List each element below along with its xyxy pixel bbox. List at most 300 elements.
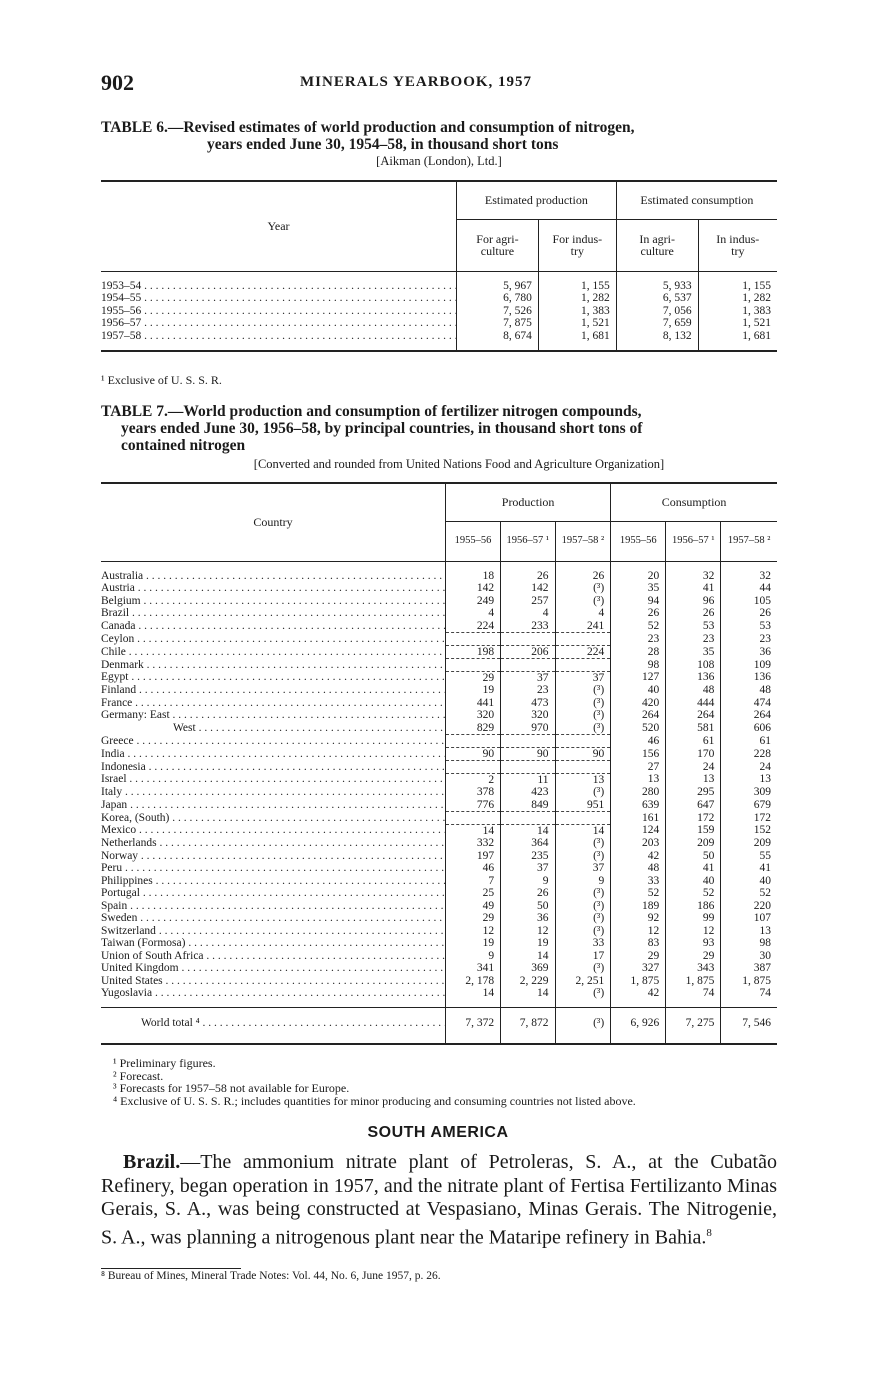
- table7-consumption-cell: 343: [666, 962, 721, 975]
- table7-row: [101, 837, 777, 850]
- table7-consumption-cell: 136: [666, 671, 721, 684]
- table7-production-cell: 364: [501, 837, 555, 850]
- table7-production-cell: 18: [446, 570, 501, 583]
- table7-consumption-cell: 105: [721, 595, 777, 608]
- table7-consumption-cell: 679: [721, 799, 777, 812]
- paragraph-lead: Brazil.: [123, 1151, 181, 1173]
- table7-consumption-cell: 52: [611, 887, 666, 900]
- table6-value-cell: 1, 155: [698, 280, 777, 293]
- table7-country-cell: Peru . . .: [101, 862, 446, 875]
- table7-production-cell: 241: [555, 620, 611, 633]
- table7-footnote: ¹ Preliminary figures.: [113, 1056, 216, 1070]
- table7-consumption-cell: 28: [611, 645, 666, 659]
- table7-consumption-cell: 32: [666, 570, 721, 583]
- table7-production-cell: 2, 251: [555, 975, 611, 988]
- table7-production-cell: (³): [555, 595, 611, 608]
- table6-value-cell: 7, 056: [616, 305, 698, 318]
- table7-production-cell: 33: [555, 937, 611, 950]
- table7-consumption-cell: 387: [721, 962, 777, 975]
- table7-country-cell: Philippines . . .: [101, 875, 446, 888]
- table7-production-cell: (³): [555, 912, 611, 925]
- table7-production-cell: 2: [446, 773, 501, 786]
- table7-production-cell: (³): [555, 887, 611, 900]
- table7-row: [101, 987, 777, 1000]
- table7-production-cell: 233: [501, 620, 555, 633]
- table7-row: [101, 824, 777, 837]
- table7-production-cell: 13: [555, 773, 611, 786]
- table7-country-cell: Egypt . . .: [101, 671, 446, 684]
- table6-value-cell: 1, 282: [538, 292, 616, 305]
- table7-consumption-cell: 30: [721, 950, 777, 963]
- table7-consumption-cell: 189: [611, 900, 666, 913]
- table7-production-cell: 829: [446, 722, 501, 735]
- table6: [101, 180, 777, 352]
- table7-consumption-cell: 40: [611, 684, 666, 697]
- table7-consumption-cell: 61: [666, 735, 721, 748]
- table7-country-cell: Brazil . . .: [101, 607, 446, 620]
- table7-consumption-cell: 26: [721, 607, 777, 620]
- table6-col-cons-agri-l1: In agri-: [639, 231, 675, 246]
- table7-row: [101, 645, 777, 659]
- table7-consumption-cell: 12: [611, 925, 666, 938]
- table7-consumption-cell: 108: [666, 659, 721, 672]
- table7-country-cell: Denmark . . .: [101, 659, 446, 672]
- table7-consumption-cell: 41: [666, 582, 721, 595]
- table6-col-prod-agri: [457, 219, 539, 271]
- table7-production-cell: 14: [446, 824, 501, 837]
- table6-footnote: ¹ Exclusive of U. S. S. R.: [101, 373, 222, 387]
- table7-country-cell: Indonesia . . .: [101, 761, 446, 774]
- table7-production-cell: 17: [555, 950, 611, 963]
- table7-row: [101, 595, 777, 608]
- table6-col-cons-agri-l2: culture: [640, 244, 674, 258]
- table7: [101, 482, 777, 1045]
- table7-production-cell: [501, 761, 555, 774]
- table6-value-cell: 5, 967: [457, 280, 539, 293]
- table7-consumption-cell: 99: [666, 912, 721, 925]
- table7-row: [101, 722, 777, 735]
- table7-consumption-cell: 309: [721, 786, 777, 799]
- table7-production-cell: 9: [501, 875, 555, 888]
- table7-consumption-cell: 474: [721, 697, 777, 710]
- table7-production-cell: 320: [501, 709, 555, 722]
- table7-consumption-cell: 172: [721, 812, 777, 825]
- table7-production-cell: 142: [446, 582, 501, 595]
- table7-total-cell: 7, 872: [501, 1008, 555, 1038]
- table7-row: [101, 786, 777, 799]
- paragraph-body: —The ammonium nitrate plant of Petroleras, S. A., at the Cubatão Refinery, began operation in 1957, and the nitrate plant of Fertisa Fertilizanto Minas Gerais, S. A., was being constructed at Vespasiano, Minas Gerais. The Nitrogenie, S. A., was planning a nitrogenous plant near the Mataripe refinery in Bahia.: [101, 1151, 777, 1249]
- table6-value-cell: 1, 155: [538, 280, 616, 293]
- table7-production-cell: 12: [501, 925, 555, 938]
- table7-production-cell: (³): [555, 900, 611, 913]
- table7-consumption-cell: 280: [611, 786, 666, 799]
- table7-consumption-cell: 161: [611, 812, 666, 825]
- table7-year-col: 1957–58 ²: [555, 521, 611, 561]
- table6-source: [Aikman (London), Ltd.]: [376, 154, 502, 168]
- table7-consumption-cell: 42: [611, 987, 666, 1000]
- table7-production-cell: 9: [446, 950, 501, 963]
- table7-production-cell: 90: [446, 747, 501, 761]
- table7-country-cell: Switzerland . . .: [101, 925, 446, 938]
- table7-row: [101, 620, 777, 633]
- table7-row: [101, 937, 777, 950]
- table7-production-cell: 4: [501, 607, 555, 620]
- table7-consumption-cell: 136: [721, 671, 777, 684]
- table7-consumption-cell: 36: [721, 645, 777, 659]
- table7-country-header: Country: [101, 483, 446, 561]
- table7-country-cell: United Kingdom . . .: [101, 962, 446, 975]
- table7-production-cell: (³): [555, 722, 611, 735]
- table7-year-col: 1955–56: [611, 521, 666, 561]
- table6-value-cell: 6, 780: [457, 292, 539, 305]
- table7-production-cell: 29: [446, 912, 501, 925]
- table7-production-cell: [446, 659, 501, 672]
- table7-row: [101, 962, 777, 975]
- table6-col-cons-ind-l1: In indus-: [716, 231, 760, 246]
- table6-body: [101, 271, 777, 351]
- table7-production-cell: [446, 812, 501, 825]
- table7-production-cell: 14: [501, 824, 555, 837]
- section-heading: SOUTH AMERICA: [367, 1124, 509, 1141]
- table7-year-col: 1955–56: [446, 521, 501, 561]
- table7-row: [101, 912, 777, 925]
- table7-consumption-cell: 159: [666, 824, 721, 837]
- table7-production-cell: 378: [446, 786, 501, 799]
- table7-consumption-cell: 170: [666, 747, 721, 761]
- table7-total-cell: 7, 372: [446, 1008, 501, 1038]
- table7-production-cell: 369: [501, 962, 555, 975]
- table7-production-cell: 26: [501, 570, 555, 583]
- table7-production-cell: [501, 659, 555, 672]
- table7-total-label: World total ⁴ . . .: [101, 1008, 446, 1038]
- table6-col-cons-agri: [616, 219, 698, 271]
- table7-footnote: ³ Forecasts for 1957–58 not available for Europe.: [113, 1081, 350, 1095]
- table7-production-cell: [501, 812, 555, 825]
- table7-consumption-cell: 41: [721, 862, 777, 875]
- table7-country-cell: Ceylon . . .: [101, 633, 446, 646]
- table7-production-cell: 257: [501, 595, 555, 608]
- table7-caption: [101, 403, 781, 454]
- table7-consumption-cell: 50: [666, 850, 721, 863]
- table7-production-cell: 423: [501, 786, 555, 799]
- table7-production-cell: 9: [555, 875, 611, 888]
- table7-footnote: ⁴ Exclusive of U. S. S. R.; includes quantities for minor producing and consuming countries not listed above.: [113, 1093, 636, 1108]
- table6-col-prod-agri-l2: culture: [480, 244, 515, 258]
- table7-production-cell: 7: [446, 875, 501, 888]
- table7-caption-line3: contained nitrogen: [121, 437, 246, 454]
- table7-production-cell: 206: [501, 645, 555, 659]
- table7-consumption-cell: 124: [611, 824, 666, 837]
- table7-consumption-cell: 420: [611, 697, 666, 710]
- table7-consumption-cell: 40: [721, 875, 777, 888]
- table7-production-cell: 14: [501, 950, 555, 963]
- table7-consumption-cell: 1, 875: [721, 975, 777, 988]
- table7-consumption-cell: 74: [666, 987, 721, 1000]
- table7-production-cell: (³): [555, 697, 611, 710]
- table7-country-cell: Union of South Africa . . .: [101, 950, 446, 963]
- table7-consumption-cell: 35: [666, 645, 721, 659]
- table7-production-cell: 776: [446, 799, 501, 812]
- table7-production-cell: 49: [446, 900, 501, 913]
- table7-production-cell: [446, 633, 501, 646]
- table7-source: [Converted and rounded from United Nations Food and Agriculture Organization]: [253, 457, 665, 471]
- table7-country-cell: India . . .: [101, 747, 446, 761]
- table7-row: [101, 887, 777, 900]
- table7-footnote: ² Forecast.: [113, 1068, 164, 1083]
- table6-year-cell: 1954–55 . . .: [101, 292, 457, 305]
- table7-total-cell: 7, 275: [666, 1008, 721, 1038]
- table7-production-cell: [555, 633, 611, 646]
- table7-production-cell: 19: [446, 684, 501, 697]
- table7-consumption-cell: 220: [721, 900, 777, 913]
- table7-row: [101, 862, 777, 875]
- table7-production-cell: 441: [446, 697, 501, 710]
- table7-row: [101, 900, 777, 913]
- table7-production-cell: [555, 735, 611, 748]
- table7-consumption-cell: 44: [721, 582, 777, 595]
- table7-production-cell: 19: [501, 937, 555, 950]
- table7-production-cell: 50: [501, 900, 555, 913]
- table6-year-header: Year: [101, 181, 457, 271]
- table7-consumption-cell: 203: [611, 837, 666, 850]
- table6-value-cell: 7, 659: [616, 317, 698, 330]
- table7-production-cell: [501, 633, 555, 646]
- table7-consumption-cell: 520: [611, 722, 666, 735]
- table7-production-cell: 29: [446, 671, 501, 684]
- table6-row: [101, 317, 777, 330]
- table7-consumption-cell: 33: [611, 875, 666, 888]
- table7-production-cell: 142: [501, 582, 555, 595]
- table7-row: [101, 925, 777, 938]
- table7-country-cell: Spain . . .: [101, 900, 446, 913]
- table7-row: [101, 709, 777, 722]
- table7-production-cell: (³): [555, 850, 611, 863]
- table7-consumption-cell: 1, 875: [611, 975, 666, 988]
- table7-production-cell: 11: [501, 773, 555, 786]
- table7-consumption-cell: 264: [721, 709, 777, 722]
- table7-country-cell: West . . .: [101, 722, 446, 735]
- table7-production-cell: 235: [501, 850, 555, 863]
- table7-production-cell: 25: [446, 887, 501, 900]
- table7-production-cell: [446, 735, 501, 748]
- table7-consumption-cell: 93: [666, 937, 721, 950]
- table7-consumption-cell: 83: [611, 937, 666, 950]
- table7-row: [101, 607, 777, 620]
- table7-production-cell: (³): [555, 925, 611, 938]
- table7-consumption-cell: 32: [721, 570, 777, 583]
- table7-consumption-cell: 52: [611, 620, 666, 633]
- table7-consumption-cell: 48: [721, 684, 777, 697]
- table7-consumption-cell: 52: [721, 887, 777, 900]
- table7-consumption-cell: 98: [721, 937, 777, 950]
- table7-country-cell: United States . . .: [101, 975, 446, 988]
- table6-value-cell: 1, 521: [538, 317, 616, 330]
- table7-row: [101, 747, 777, 761]
- table7-country-cell: Israel . . .: [101, 773, 446, 786]
- table7-production-cell: (³): [555, 582, 611, 595]
- table7-consumption-cell: 209: [666, 837, 721, 850]
- table7-row: [101, 582, 777, 595]
- table7-consumption-cell: 264: [666, 709, 721, 722]
- table7-country-cell: Yugoslavia . . .: [101, 987, 446, 1000]
- table7-production-cell: 341: [446, 962, 501, 975]
- table7-production-cell: 90: [555, 747, 611, 761]
- table6-col-prod-agri-l1: For agri-: [476, 231, 519, 246]
- table7-consumption-cell: 13: [721, 925, 777, 938]
- table6-value-cell: 8, 132: [616, 330, 698, 343]
- table7-production-cell: 23: [501, 684, 555, 697]
- table7-consumption-cell: 156: [611, 747, 666, 761]
- table7-country-cell: Japan . . .: [101, 799, 446, 812]
- table7-consumption-cell: 13: [721, 773, 777, 786]
- footnote-divider: [101, 1268, 241, 1269]
- table7-consumption-cell: 1, 875: [666, 975, 721, 988]
- table7-consumption-cell: 186: [666, 900, 721, 913]
- table7-caption-line2: years ended June 30, 1956–58, by principal countries, in thousand short tons of: [121, 420, 643, 437]
- table7-production-cell: 249: [446, 595, 501, 608]
- table7-row: [101, 812, 777, 825]
- table7-production-cell: (³): [555, 987, 611, 1000]
- table7-country-cell: Chile . . .: [101, 645, 446, 659]
- table7-production-cell: (³): [555, 709, 611, 722]
- table7-consumption-cell: 12: [666, 925, 721, 938]
- table6-value-cell: 6, 537: [616, 292, 698, 305]
- table7-consumption-cell: 20: [611, 570, 666, 583]
- footnote-ref: 8: [706, 1226, 712, 1239]
- table7-country-cell: Greece . . .: [101, 735, 446, 748]
- table6-caption-line2: years ended June 30, 1954–58, in thousand short tons: [207, 136, 559, 153]
- running-title: MINERALS YEARBOOK, 1957: [300, 74, 533, 90]
- table7-production-cell: 12: [446, 925, 501, 938]
- table7-consumption-cell: 228: [721, 747, 777, 761]
- table7-country-cell: Korea, (South) . . .: [101, 812, 446, 825]
- table7-consumption-cell: 61: [721, 735, 777, 748]
- table7-consumption-cell: 13: [666, 773, 721, 786]
- table7-consumption-cell: 152: [721, 824, 777, 837]
- table7-body: [101, 561, 777, 1044]
- table7-consumption-cell: 52: [666, 887, 721, 900]
- table7-consumption-cell: 209: [721, 837, 777, 850]
- table6-year-cell: 1953–54 . . .: [101, 280, 457, 293]
- table6-row: [101, 330, 777, 343]
- table7-country-cell: Austria . . .: [101, 582, 446, 595]
- table6-year-cell: 1956–57 . . .: [101, 317, 457, 330]
- table7-consumption-cell: 639: [611, 799, 666, 812]
- table7-consumption-cell: 264: [611, 709, 666, 722]
- table7-production-cell: 90: [501, 747, 555, 761]
- table7-total-cell: 7, 546: [721, 1008, 777, 1038]
- table7-country-cell: Canada . . .: [101, 620, 446, 633]
- table7-row: [101, 950, 777, 963]
- section-paragraph: [101, 1151, 777, 1250]
- table7-production-cell: 970: [501, 722, 555, 735]
- table6-value-cell: 1, 521: [698, 317, 777, 330]
- table7-consumption-cell: 107: [721, 912, 777, 925]
- table6-value-cell: 1, 681: [538, 330, 616, 343]
- table7-production-cell: [446, 761, 501, 774]
- table7-consumption-cell: 29: [666, 950, 721, 963]
- table7-row: [101, 570, 777, 583]
- table7-production-cell: [501, 735, 555, 748]
- table7-production-cell: 19: [446, 937, 501, 950]
- table6-col-cons-ind: [698, 219, 777, 271]
- table7-country-cell: Portugal . . .: [101, 887, 446, 900]
- table7-consumption-cell: 53: [721, 620, 777, 633]
- table7-production-cell: 14: [446, 987, 501, 1000]
- table6-year-cell: 1955–56 . . .: [101, 305, 457, 318]
- table7-production-cell: 320: [446, 709, 501, 722]
- table7-row: [101, 684, 777, 697]
- table7-consumption-cell: 13: [611, 773, 666, 786]
- table7-row: [101, 633, 777, 646]
- table7-consumption-cell: 40: [666, 875, 721, 888]
- table7-consumption-cell: 35: [611, 582, 666, 595]
- table7-production-cell: 26: [501, 887, 555, 900]
- table7-consumption-cell: 647: [666, 799, 721, 812]
- table7-consumption-cell: 581: [666, 722, 721, 735]
- table7-consumption-cell: 96: [666, 595, 721, 608]
- table7-consumption-cell: 74: [721, 987, 777, 1000]
- table7-consumption-cell: 42: [611, 850, 666, 863]
- table7-production-cell: [555, 812, 611, 825]
- table7-production-cell: [555, 761, 611, 774]
- table6-value-cell: 7, 526: [457, 305, 539, 318]
- table6-production-header: Estimated production: [457, 181, 617, 219]
- table7-consumption-cell: 23: [666, 633, 721, 646]
- table7-country-cell: Australia . . .: [101, 570, 446, 583]
- table7-consumption-cell: 327: [611, 962, 666, 975]
- table6-value-cell: 1, 282: [698, 292, 777, 305]
- table6-caption: [101, 119, 781, 153]
- table7-country-cell: Norway . . .: [101, 850, 446, 863]
- table7-consumption-cell: 23: [611, 633, 666, 646]
- table7-row: [101, 659, 777, 672]
- table7-year-col: 1956–57 ¹: [666, 521, 721, 561]
- table6-value-cell: 8, 674: [457, 330, 539, 343]
- table7-total-cell: 6, 926: [611, 1008, 666, 1038]
- table6-consumption-header: Estimated consumption: [616, 181, 777, 219]
- table7-production-cell: (³): [555, 962, 611, 975]
- table7-row: [101, 850, 777, 863]
- table7-production-cell: 14: [501, 987, 555, 1000]
- table6-caption-line1: TABLE 6.—Revised estimates of world production and consumption of nitrogen,: [101, 119, 635, 136]
- table6-col-prod-ind: [538, 219, 616, 271]
- table7-consumption-cell: 26: [611, 607, 666, 620]
- table7-row: [101, 697, 777, 710]
- table6-value-cell: 7, 875: [457, 317, 539, 330]
- table7-production-cell: 14: [555, 824, 611, 837]
- table6-value-cell: 1, 681: [698, 330, 777, 343]
- table7-row: [101, 773, 777, 786]
- table7-consumption-cell: 29: [611, 950, 666, 963]
- table7-production-cell: (³): [555, 786, 611, 799]
- table7-production-cell: 37: [555, 862, 611, 875]
- table7-country-cell: Taiwan (Formosa) . . .: [101, 937, 446, 950]
- table7-consumption-cell: 55: [721, 850, 777, 863]
- table7-country-cell: Germany: East . . .: [101, 709, 446, 722]
- section-footnote: ⁸ Bureau of Mines, Mineral Trade Notes: Vol. 44, No. 6, June 1957, p. 26.: [101, 1270, 441, 1282]
- table6-col-prod-ind-l2: try: [570, 244, 584, 258]
- table7-consumption-cell: 26: [666, 607, 721, 620]
- table7-production-cell: 224: [446, 620, 501, 633]
- table6-col-cons-ind-l2: try: [731, 244, 745, 258]
- table6-value-cell: 1, 383: [698, 305, 777, 318]
- table7-total-row: [101, 1008, 777, 1038]
- table7-consumption-cell: 606: [721, 722, 777, 735]
- table7-production-cell: 37: [555, 671, 611, 684]
- table7-caption-line1: TABLE 7.—World production and consumption of fertilizer nitrogen compounds,: [101, 403, 642, 420]
- table7-production-header: Production: [446, 483, 611, 521]
